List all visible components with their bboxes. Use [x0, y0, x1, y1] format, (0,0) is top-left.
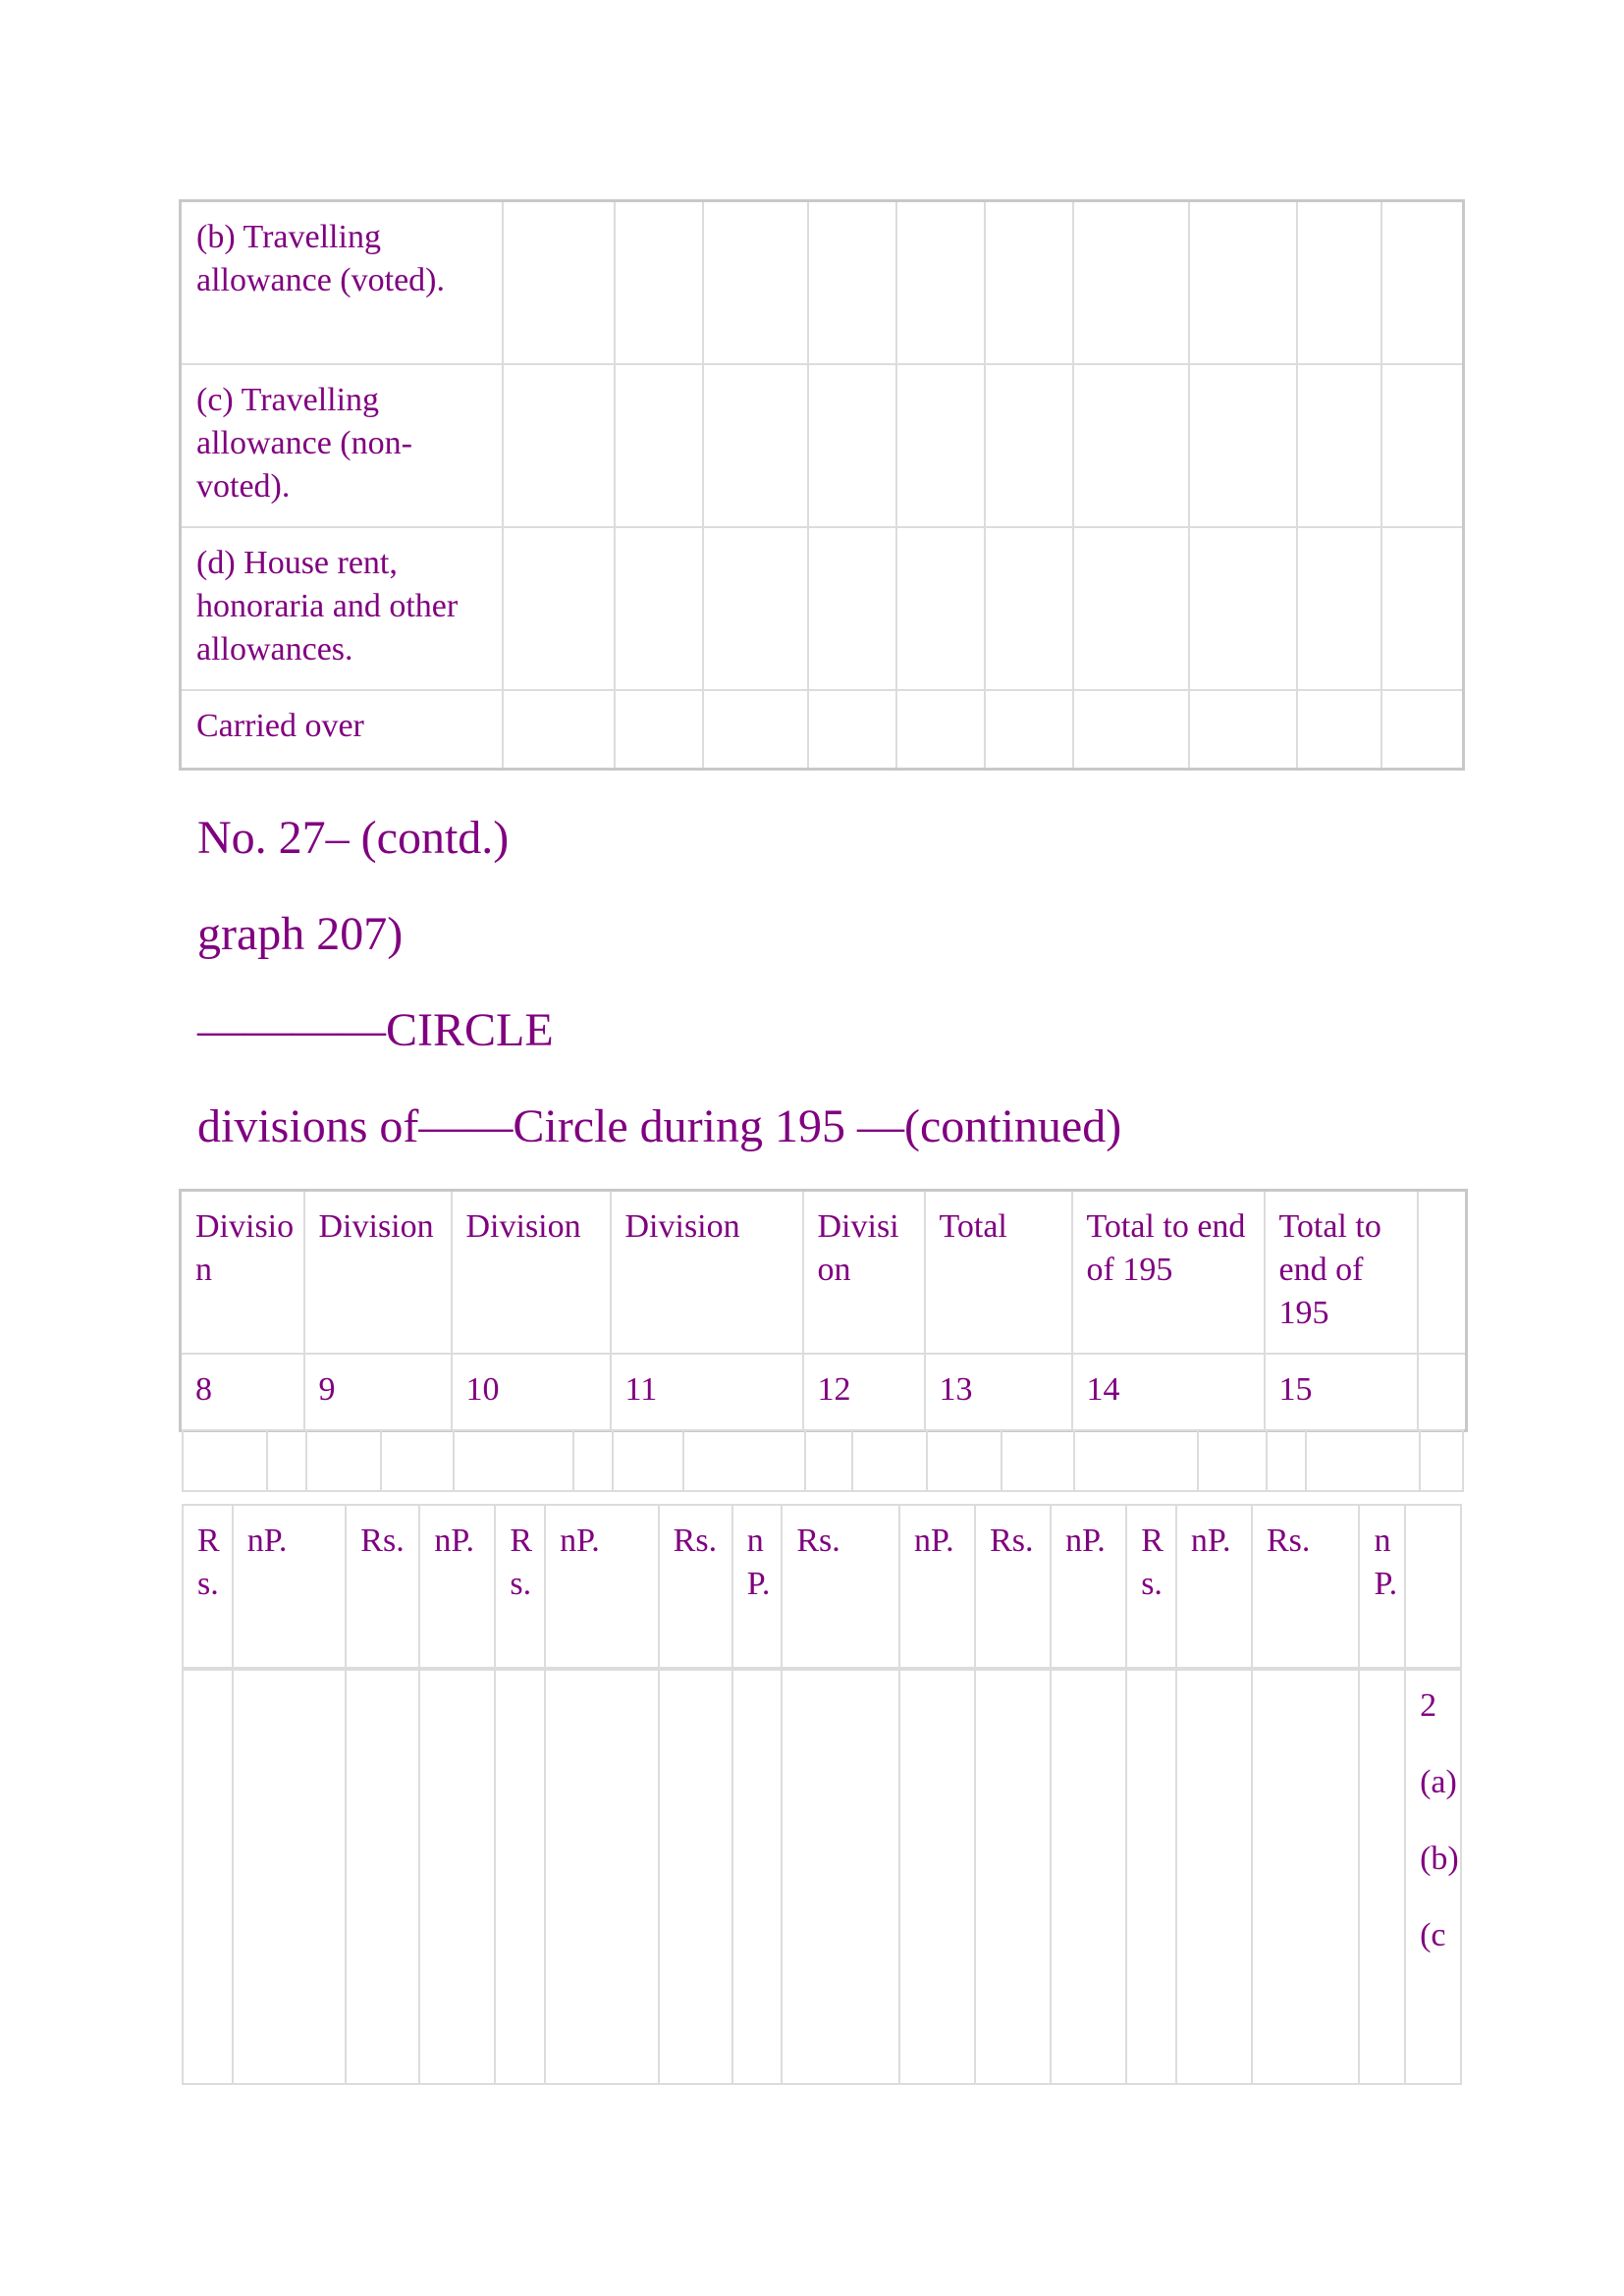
column-header: Division: [452, 1191, 611, 1355]
column-number: 11: [611, 1354, 803, 1431]
column-number: 13: [925, 1354, 1072, 1431]
column-header: Division: [611, 1191, 803, 1355]
allowances-table: [179, 199, 1465, 771]
column-numbers: [181, 1354, 1467, 1431]
units-row: [183, 1505, 1461, 1668]
item-references: [1405, 1670, 1461, 2084]
divisions-spacer-table: [182, 1429, 1464, 1492]
column-number: 15: [1265, 1354, 1418, 1431]
data-table: [182, 1669, 1462, 2085]
row-label: (d) House rent, honoraria and other allowances.: [181, 527, 503, 690]
table-row: [183, 1670, 1461, 2084]
unit-cell: nP.: [419, 1505, 495, 1668]
column-header: [1418, 1191, 1467, 1355]
divisions-header-table: [179, 1189, 1468, 1432]
unit-cell: Rs.: [975, 1505, 1051, 1668]
unit-cell: [1405, 1505, 1461, 1668]
unit-cell: nP.: [899, 1505, 975, 1668]
column-headers: [181, 1191, 1467, 1355]
unit-cell: Rs.: [782, 1505, 899, 1668]
paragraph-reference: graph 207): [197, 908, 404, 960]
item-ref: (b): [1420, 1841, 1459, 1877]
unit-cell: nP.: [1051, 1505, 1126, 1668]
statement-number: No. 27– (contd.): [197, 812, 510, 864]
column-header: Total to end of 195: [1265, 1191, 1418, 1355]
column-number: 10: [452, 1354, 611, 1431]
unit-cell: Rs.: [1252, 1505, 1360, 1668]
unit-cell: Rs.: [659, 1505, 732, 1668]
row-label: Carried over: [181, 690, 503, 770]
unit-cell: nP.: [233, 1505, 347, 1668]
row-label: (c) Travelling allowance (non-voted).: [181, 364, 503, 527]
item-ref: (c: [1420, 1917, 1446, 1953]
unit-cell: nP.: [1359, 1505, 1405, 1668]
table-row: [181, 201, 1464, 365]
column-header: Division: [304, 1191, 452, 1355]
units-table: [182, 1504, 1462, 1669]
spacer-row: [183, 1430, 1463, 1491]
unit-cell: nP.: [545, 1505, 659, 1668]
column-header: Total to end of 195: [1072, 1191, 1265, 1355]
item-ref: (a): [1420, 1764, 1457, 1800]
unit-cell: Rs.: [1126, 1505, 1176, 1668]
unit-cell: nP.: [732, 1505, 783, 1668]
table-row: [181, 364, 1464, 527]
column-number: [1418, 1354, 1467, 1431]
column-number: 12: [803, 1354, 925, 1431]
row-label: (b) Travelling allowance (voted).: [181, 201, 503, 365]
unit-cell: Rs.: [495, 1505, 545, 1668]
column-header: Division: [803, 1191, 925, 1355]
column-number: 9: [304, 1354, 452, 1431]
column-header: Total: [925, 1191, 1072, 1355]
table-row: [181, 690, 1464, 770]
column-number: 14: [1072, 1354, 1265, 1431]
divisions-title: divisions of——Circle during 195 —(continued): [197, 1100, 1122, 1152]
item-ref: 2: [1420, 1687, 1437, 1724]
table-row: [181, 527, 1464, 690]
column-header: Division: [181, 1191, 304, 1355]
unit-cell: Rs.: [183, 1505, 233, 1668]
unit-cell: nP.: [1176, 1505, 1252, 1668]
unit-cell: Rs.: [346, 1505, 419, 1668]
column-number: 8: [181, 1354, 304, 1431]
circle-title: ————CIRCLE: [197, 1004, 554, 1056]
